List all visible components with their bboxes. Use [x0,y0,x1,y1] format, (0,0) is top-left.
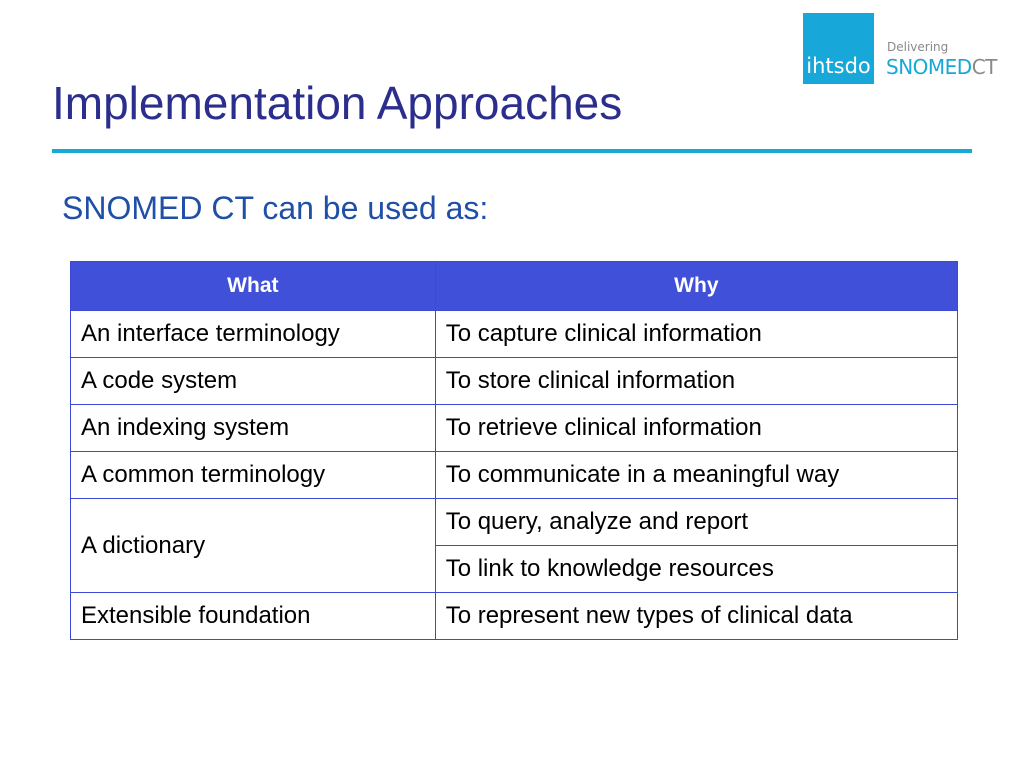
usage-table [70,261,958,640]
what-cell: An indexing system [71,405,436,452]
why-cell: To retrieve clinical information [435,405,957,452]
why-cell: To store clinical information [435,358,957,405]
table-row [71,311,958,358]
table-row [71,358,958,405]
title-divider [52,149,972,153]
table-row [71,499,958,546]
why-cell: To query, analyze and report [435,499,957,546]
what-cell: An interface terminology [71,311,436,358]
why-cell: To communicate in a meaningful way [435,452,957,499]
table-row [71,405,958,452]
slide-title: Implementation Approaches [52,77,623,129]
what-cell: A dictionary [71,499,436,593]
ihtsdo-logo [803,13,874,84]
slide-subtitle: SNOMED CT can be used as: [62,190,489,226]
what-cell: A common terminology [71,452,436,499]
header-why: Why [435,262,957,311]
logo-box-text: ihtsdo [806,54,871,78]
table-header-row [71,262,958,311]
why-cell: To capture clinical information [435,311,957,358]
snomed-ct-logo [886,55,997,79]
what-cell: A code system [71,358,436,405]
table-row [71,452,958,499]
why-cell: To link to knowledge resources [435,546,957,593]
logo-brand-suffix: CT [971,55,997,79]
logo-brand-main: SNOMED [886,55,972,79]
what-cell: Extensible foundation [71,593,436,640]
header-what: What [71,262,436,311]
logo-tagline: Delivering [887,40,949,54]
table-row [71,593,958,640]
why-cell: To represent new types of clinical data [435,593,957,640]
